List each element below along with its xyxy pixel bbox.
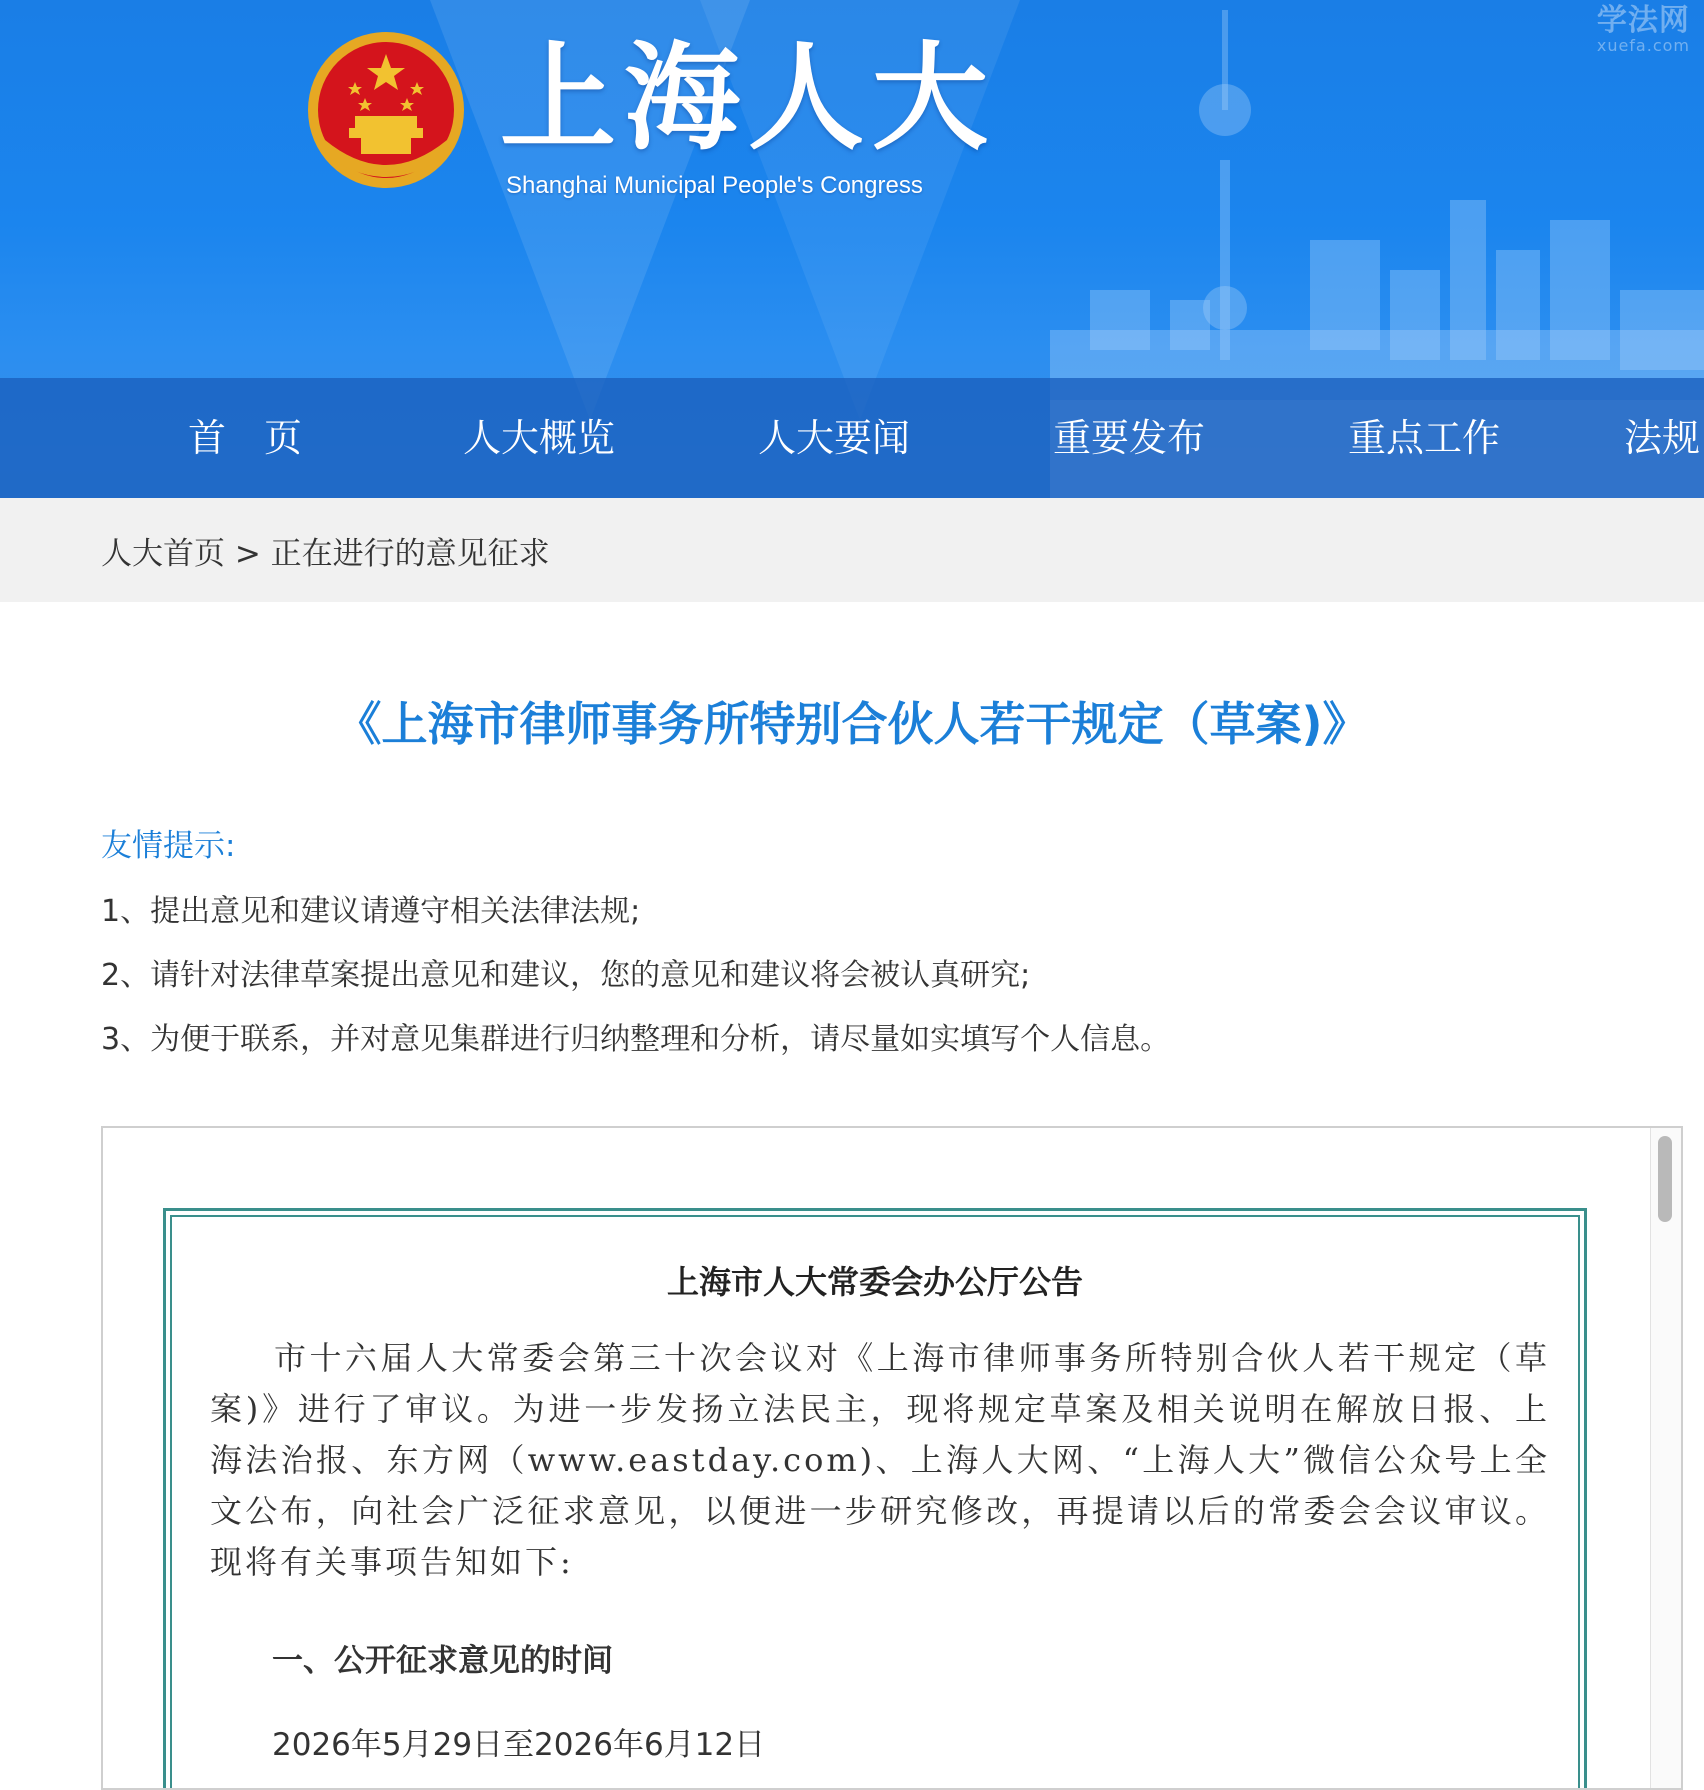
site-logo-title[interactable]: 上海人大 — [500, 30, 996, 166]
site-logo-subtitle: Shanghai Municipal People's Congress — [506, 172, 923, 199]
breadcrumb[interactable]: 人大首页 > 正在进行的意见征求 — [101, 536, 550, 572]
site-header-banner — [0, 0, 1704, 498]
watermark-logo — [1596, 3, 1690, 55]
scrollbar-thumb[interactable] — [1658, 1136, 1672, 1222]
nav-item-news[interactable]: 人大要闻 — [758, 416, 911, 460]
notice-inner-border — [170, 1215, 1580, 1790]
notice-section-text: 2026年5月29日至2026年6月12日 — [272, 1727, 766, 1763]
breadcrumb-bar — [0, 498, 1704, 602]
main-navigation — [0, 378, 1704, 498]
nav-item-home[interactable]: 首 页 — [188, 416, 303, 460]
notice-section-heading: 一、公开征求意见的时间 — [272, 1643, 613, 1679]
notice-scroll-panel[interactable] — [101, 1126, 1683, 1790]
scrollbar[interactable] — [1650, 1128, 1681, 1788]
tips-heading: 友情提示: — [101, 828, 236, 864]
notice-body-text: 市十六届人大常委会第三十次会议对《上海市律师事务所特别合伙人若干规定（草案)》进行了审议。为进一步发扬立法民主，现将规定草案及相关说明在解放日报、上海法治报、东方网（www.eastday.com)、上海人大网、“上海人大”微信公众号上全文公布，向社会广泛征求意见，以便进一步研究修改，再提请以后的常委会会议审议。现将有关事项告知如下: — [210, 1339, 1550, 1581]
watermark-domain: xuefa.com — [1596, 36, 1690, 55]
watermark-text: 学法网 — [1596, 3, 1690, 38]
notice-frame — [163, 1208, 1587, 1790]
nav-item-overview[interactable]: 人大概览 — [463, 416, 616, 460]
notice-title: 上海市人大常委会办公厅公告 — [666, 1263, 1083, 1301]
tip-item: 3、为便于联系，并对意见集群进行归纳整理和分析，请尽量如实填写个人信息。 — [101, 1022, 1171, 1057]
page-title: 《上海市律师事务所特别合伙人若干规定（草案)》 — [335, 697, 1369, 751]
tip-item: 2、请针对法律草案提出意见和建议，您的意见和建议将会被认真研究; — [101, 958, 1031, 993]
tip-item: 1、提出意见和建议请遵守相关法律法规; — [101, 894, 641, 929]
nav-item-releases[interactable]: 重要发布 — [1053, 416, 1206, 460]
nav-item-regulations[interactable]: 法规 — [1624, 416, 1701, 460]
national-emblem-icon — [305, 30, 467, 196]
nav-item-key-work[interactable]: 重点工作 — [1348, 416, 1501, 460]
